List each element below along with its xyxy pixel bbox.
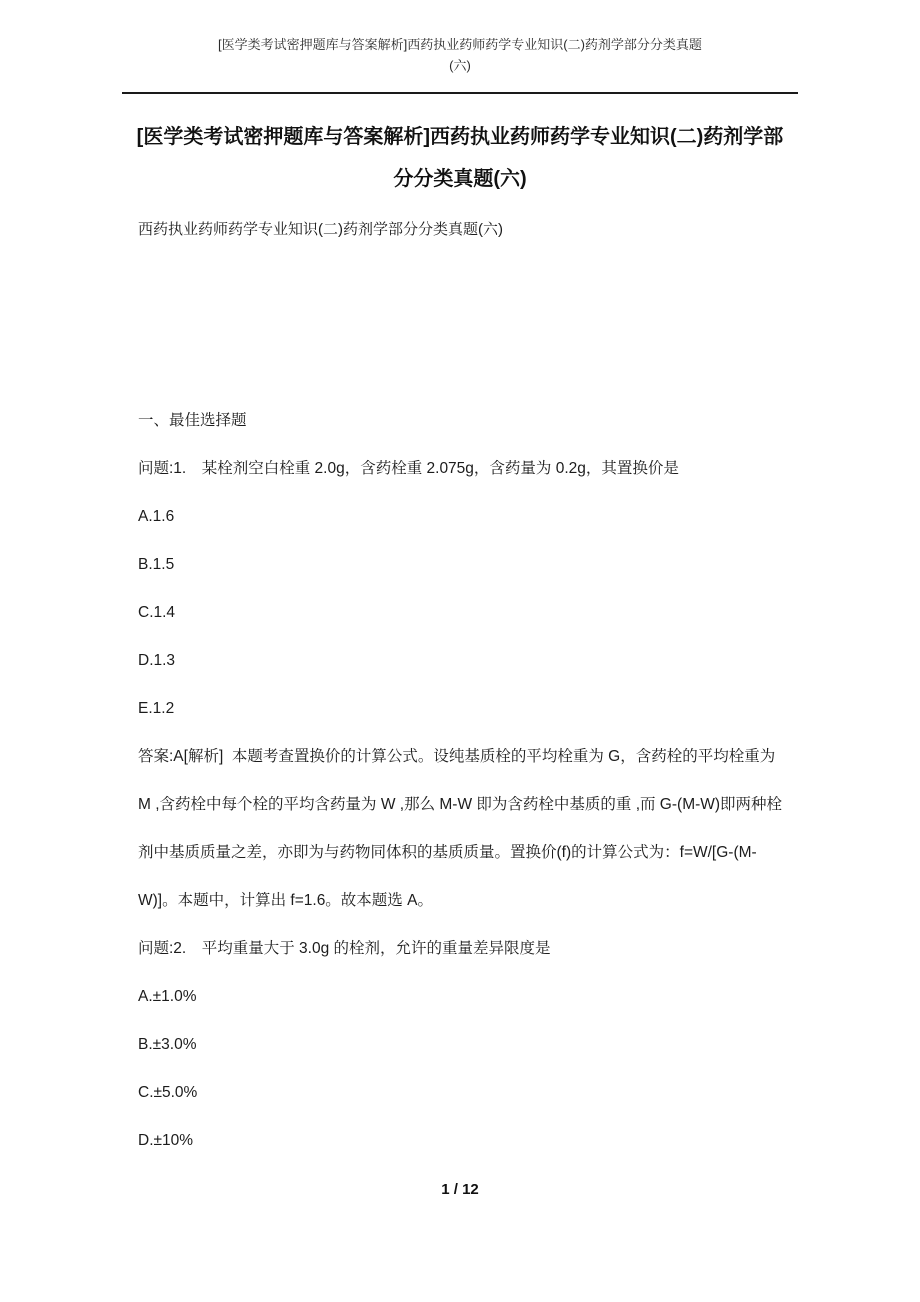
document-subtitle: 西药执业药师药学专业知识(二)药剂学部分分类真题(六)	[138, 221, 503, 238]
question-2-prompt: 问题:2. 平均重量大于 3.0g 的栓剂，允许的重量差异限度是	[138, 940, 551, 957]
document-body	[138, 206, 792, 1165]
question-2-option-b: B.±3.0%	[138, 1036, 197, 1053]
question-2-option-a: A.±1.0%	[138, 988, 197, 1005]
page-number: 1 / 12	[441, 1181, 479, 1198]
question-1-option-a: A.1.6	[138, 508, 175, 525]
question-1-prompt: 问题:1. 某栓剂空白栓重 2.0g，含药栓重 2.075g，含药量为 0.2g，其置换价是	[138, 460, 679, 477]
question-2-option-c: C.±5.0%	[138, 1084, 198, 1101]
question-1-answer: 答案:A[解析] 本题考查置换价的计算公式。设纯基质栓的平均栓重为 G，含药栓的平均栓重为 M ,含药栓中每个栓的平均含药量为 W ,那么 M-W 即为含药栓中基质的重 ,而 G-(M-W)即两种栓剂中基质质量之差，亦即为与药物同体积的基质质量。置换价(f)的计算公式为：f=W/[G-(M-W)]。本题中，计算出 f=1.6。故本题选 A。	[138, 748, 783, 909]
question-1-option-d: D.1.3	[138, 652, 176, 669]
question-1-option-c: C.1.4	[138, 604, 176, 621]
question-1-option-b: B.1.5	[138, 556, 175, 573]
header-divider	[122, 92, 798, 94]
section-heading: 一、最佳选择题	[138, 412, 247, 429]
document-title: [医学类考试密押题库与答案解析]西药执业药师药学专业知识(二)药剂学部分分类真题(六)	[136, 126, 784, 190]
question-1-option-e: E.1.2	[138, 700, 175, 717]
question-2-option-d: D.±10%	[138, 1132, 194, 1149]
page-header-text: [医学类考试密押题库与答案解析]西药执业药师药学专业知识(二)药剂学部分分类真题(六)	[218, 37, 702, 73]
